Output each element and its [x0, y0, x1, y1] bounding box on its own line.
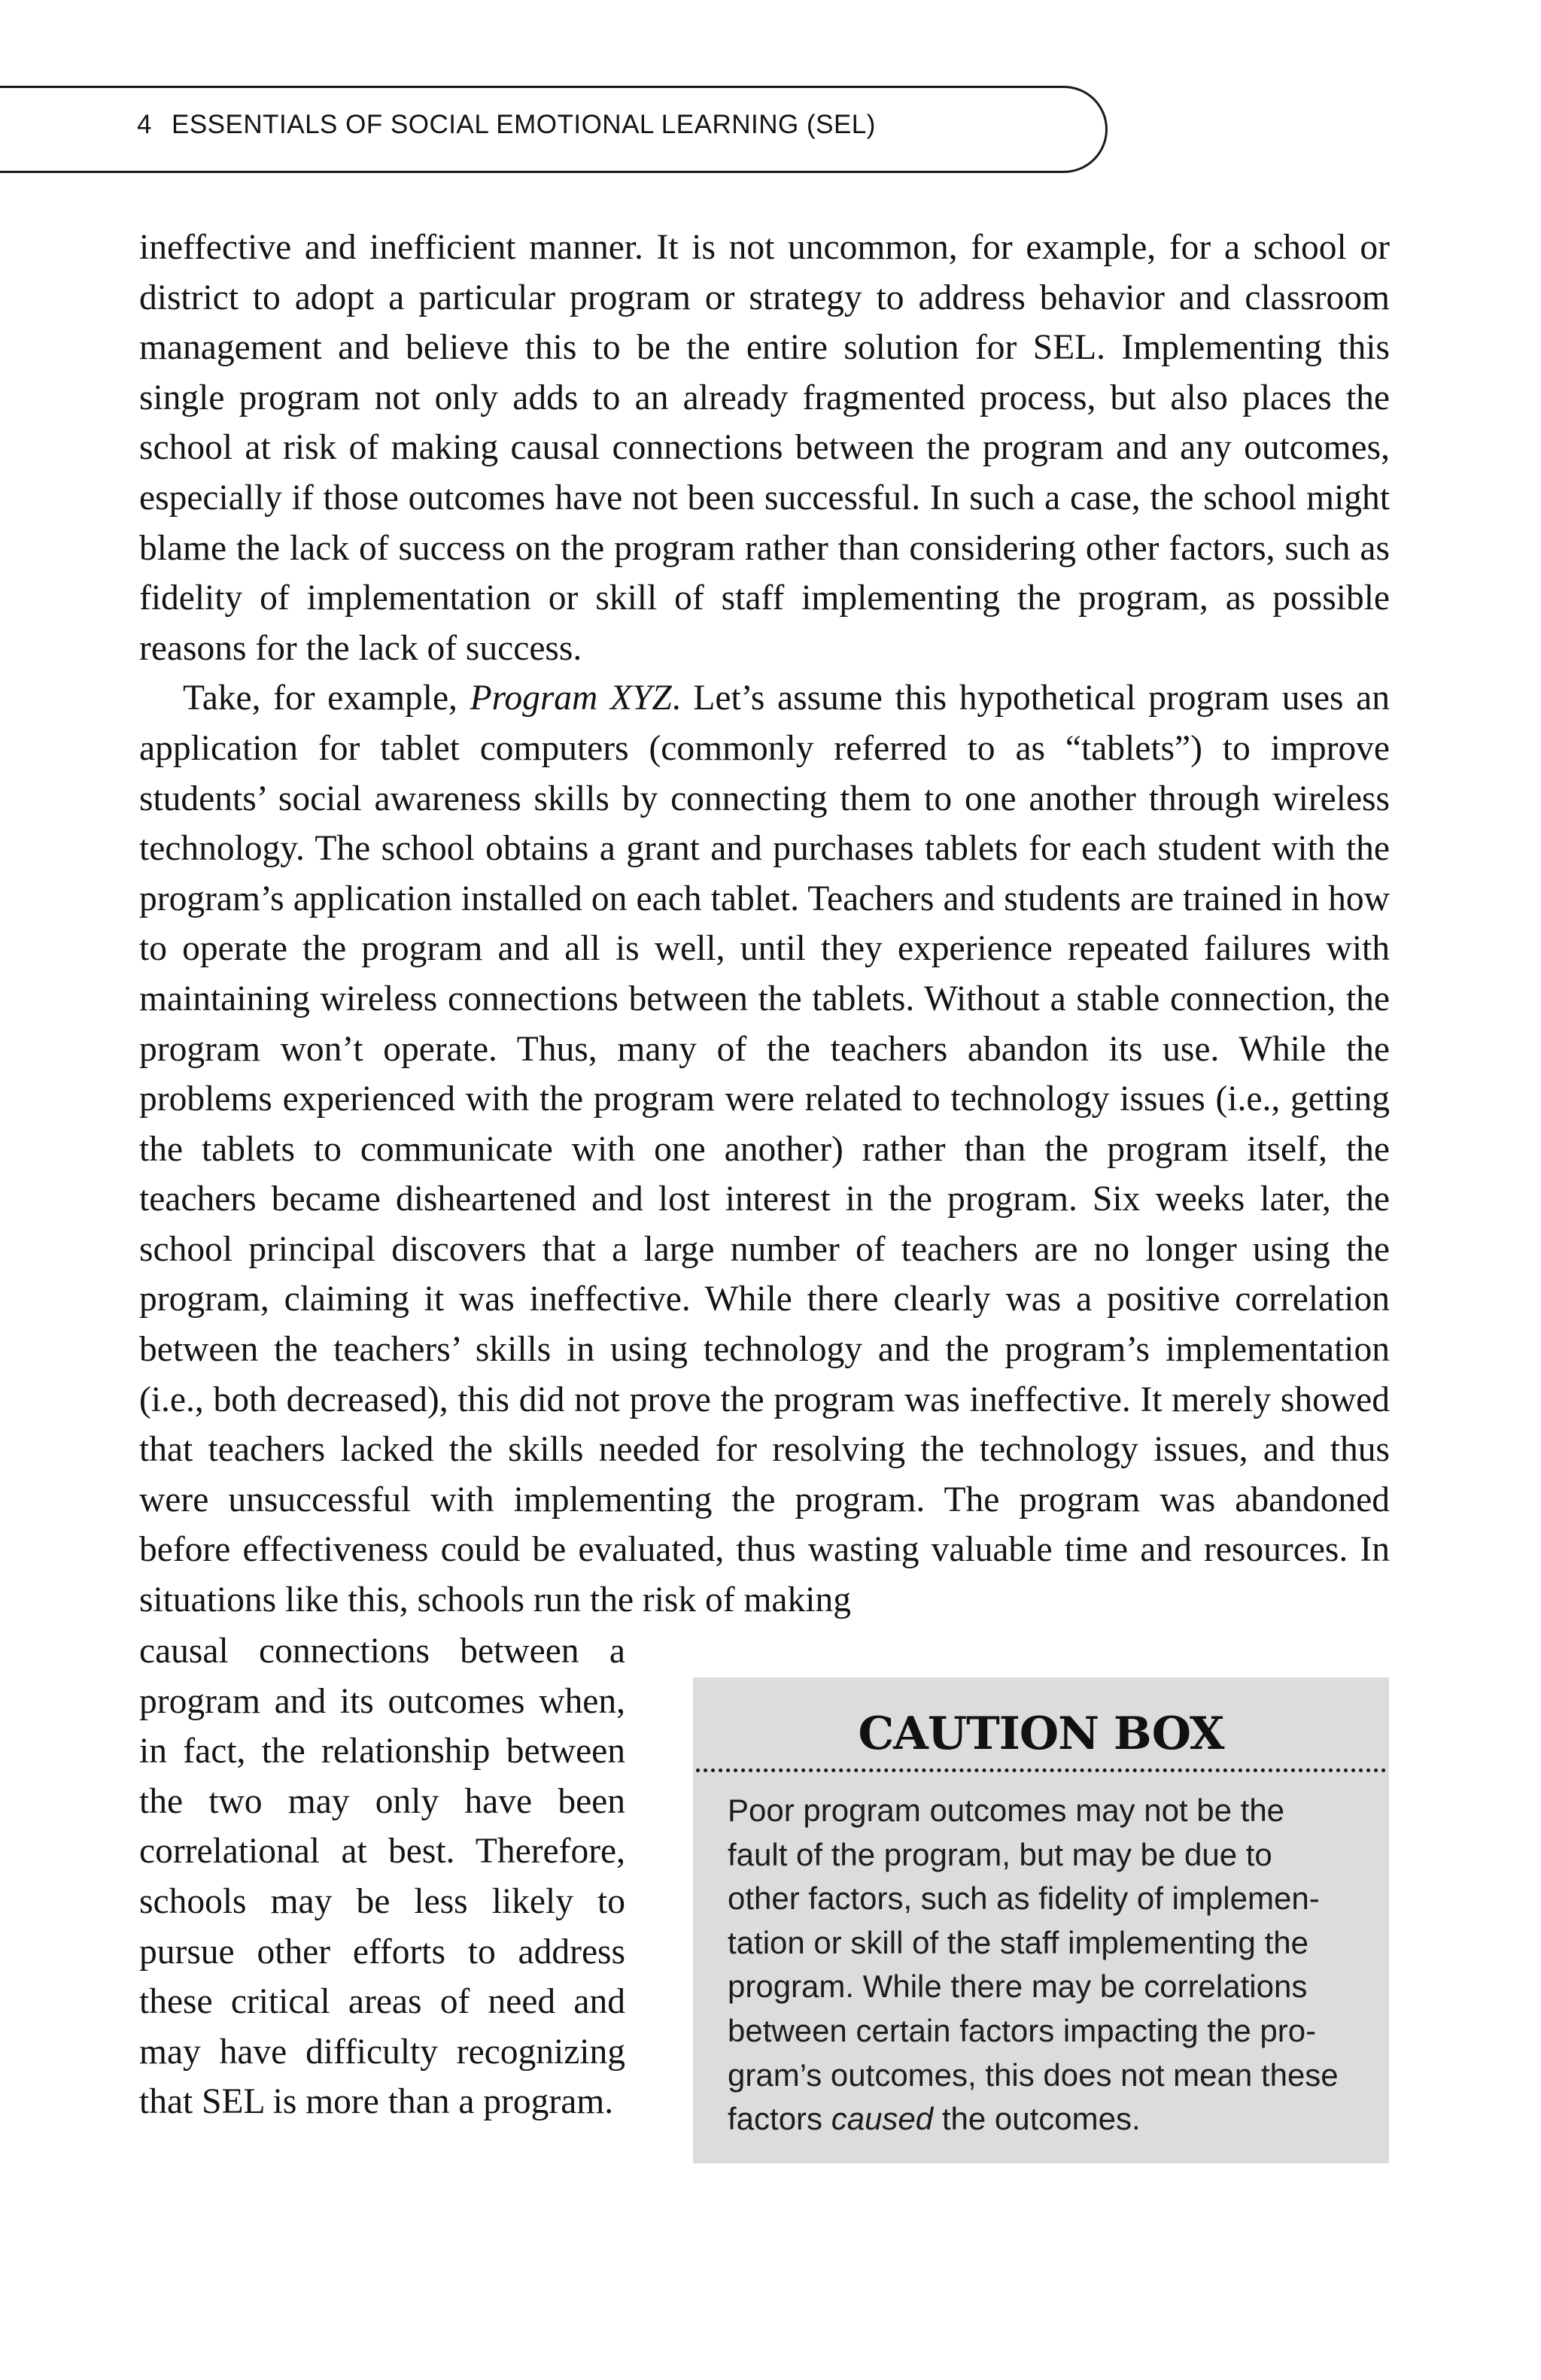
caution-text-italic: caused	[831, 2101, 934, 2137]
caution-text-end: the outcomes.	[933, 2101, 1141, 2137]
caution-box-dotted-rule	[696, 1768, 1386, 1772]
running-header	[137, 110, 876, 140]
caution-box-title: CAUTION BOX	[858, 1708, 1224, 1760]
page-number: 4	[137, 110, 152, 139]
running-title: ESSENTIALS OF SOCIAL EMOTIONAL LEARNING (SEL)	[171, 110, 876, 139]
paragraph-1: ineffective and inefficient manner. It is not uncommon, for example, for a school or district to adopt a particular program or strategy to address behavior and classroom management and believe this to be the entire solution for SEL. Implementing this single program not only adds to an already fragmented process, but also places the school at risk of making causal connections between the program and any outcomes, especially if those outcomes have not been successful. In such a case, the school might blame the lack of success on the program rather than considering other factors, such as fidelity of implementation or skill of staff implementing the program, as possible reasons for the lack of success.	[139, 228, 1390, 668]
paragraph-2	[139, 673, 1390, 1625]
paragraph-2-lead: Take, for example,	[183, 678, 470, 718]
caution-box-text	[728, 1789, 1352, 2142]
main-text-column	[139, 223, 1390, 1626]
paragraph-2-rest: . Let’s assume this hypothetical program uses an application for tablet computers (commonly referred to as “tablets”) to improve students’ social awareness skills by connecting them to one another through wireless technology. The school obtains a grant and purchases tablets for each student with the program’s application installed on each tablet. Teachers and students are trained in how to operate the program and all is well, until they experience repeated failures with maintaining wireless connections between the tablets. Without a stable connection, the program won’t operate. Thus, many of the teachers abandon its use. While the problems experienced with the program were related to technology issues (i.e., getting the tablets to communicate with one another) rather than the program itself, the teachers became disheartened and lost interest in the program. Six weeks later, the school principal discovers that a large number of teachers are no longer using the program, claiming it was ineffective. While there clearly was a positive correlation between the teachers’ skills in using technology and the program’s implementation (i.e., both decreased), this did not prove the program was ineffective. It merely showed that teachers lacked the skills needed for resolving the technology issues, and thus were unsuccessful with implementing the program. The program was abandoned before effectiveness could be evaluated, thus wasting valuable time and resources. In situations like this, schools run the risk of making	[139, 678, 1391, 1620]
caution-text-lead: Poor program outcomes may not be the fault of the program, but may be due to other factors, such as fidelity of implementation or skill of the staff implementing the program. While there may be correlations between certain factors impacting the program’s outcomes, this does not mean these factors	[728, 1793, 1339, 2137]
program-name-italic: Program XYZ	[470, 678, 672, 718]
paragraph-2-continued: causal connections between a program and its outcomes when, in fact, the relationship between the two may only have been correlational at best. Therefore, schools may be less likely to pursue other efforts to address these critical areas of need and may have difficulty recognizing that SEL is more than a program.	[139, 1632, 625, 2122]
caution-box	[693, 1677, 1389, 2163]
wrapped-text-column	[139, 1626, 625, 2127]
